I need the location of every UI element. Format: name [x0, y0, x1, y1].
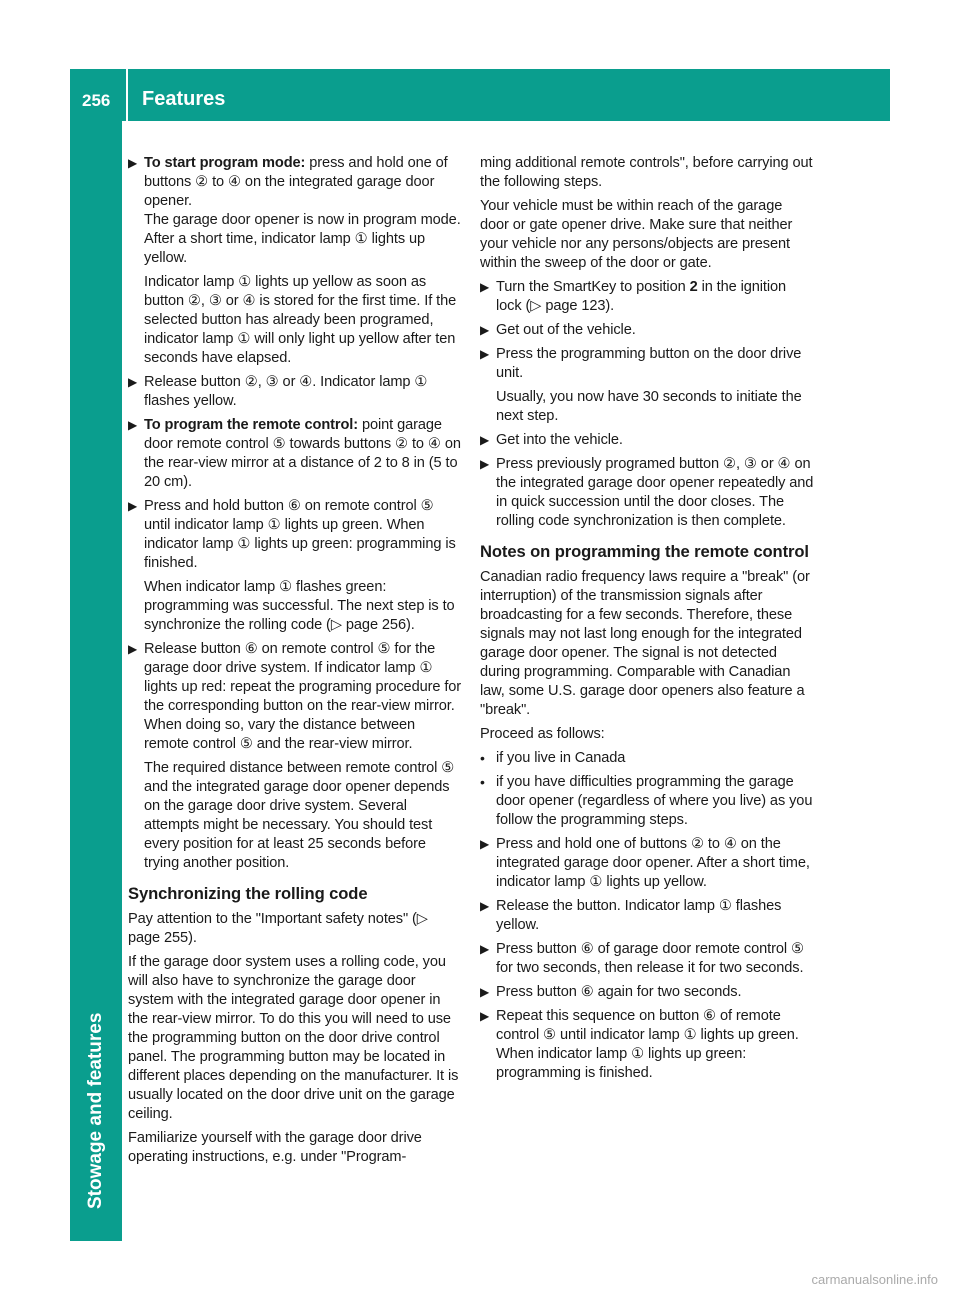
paragraph: Proceed as follows:	[480, 726, 605, 742]
section-heading: Synchronizing the rolling code	[128, 884, 368, 903]
arrow-marker-icon: ▶	[480, 280, 490, 294]
step-text: Press and hold one of buttons ② to ④ on the integrated garage door opener. After a short time, indicator lamp ① lights up yellow.	[496, 836, 810, 890]
right-column	[480, 154, 814, 1088]
step-text: Press and hold button ⑥ on remote control ⑤ until indicator lamp ① lights up green. When indicator lamp ① lights up green: programming is finished.	[144, 498, 456, 571]
step-item	[480, 897, 814, 935]
arrow-marker-icon: ▶	[480, 942, 490, 956]
arrow-marker-icon: ▶	[480, 323, 490, 337]
step-text: Repeat this sequence on button ⑥ of remote control ⑤ until indicator lamp ① lights up green. When indicator lamp ① lights up green: programming is finished.	[496, 1008, 799, 1081]
paragraph: Familiarize yourself with the garage door drive operating instructions, e.g. under "Program-	[128, 1130, 422, 1165]
page-number: 256	[82, 91, 111, 110]
step-item	[128, 154, 462, 268]
step-bold-label: To program the remote control:	[144, 417, 359, 433]
step-text: Release the button. Indicator lamp ① flashes yellow.	[496, 898, 782, 933]
step-text: Press button ⑥ again for two seconds.	[496, 984, 742, 1000]
step-text: press and hold one of buttons ② to ④ on the integrated garage door opener.	[144, 155, 448, 209]
step-text: Release button ⑥ on remote control ⑤ for the garage door drive system. If indicator lamp ① lights up red: repeat the programing procedure for the corresponding button on the rear-view mirror. When doing so, vary the distance between remote control ⑤ and the rear-view mirror.	[144, 641, 462, 752]
arrow-marker-icon: ▶	[128, 642, 138, 656]
section-heading: Notes on programming the remote control	[480, 542, 809, 561]
step-text: Get into the vehicle.	[496, 432, 623, 448]
step-item	[480, 455, 814, 531]
paragraph: Your vehicle must be within reach of the garage door or gate opener drive. Make sure that neither your vehicle nor any persons/objects are present within the sweep of the door or gate.	[480, 198, 793, 271]
watermark[interactable]: carmanualsonline.info	[811, 1272, 938, 1287]
step-item	[480, 345, 814, 383]
step-item	[128, 416, 462, 492]
arrow-marker-icon: ▶	[480, 1009, 490, 1023]
paragraph: Canadian radio frequency laws require a "break" (or interruption) of the transmission signals after broadcasting for a few seconds. Therefore, these signals may not last long enough for the integrated garage door opener. The signal is not detected during programming. Comparable with Canadian law, some U.S. garage door openers also feature a "break".	[480, 569, 810, 718]
bullet-text: if you live in Canada	[496, 750, 626, 766]
arrow-marker-icon: ▶	[128, 156, 138, 170]
left-column	[128, 154, 462, 1172]
step-item	[480, 940, 814, 978]
step-bold-label: To start program mode:	[144, 155, 306, 171]
arrow-marker-icon: ▶	[480, 837, 490, 851]
paragraph: ming additional remote controls", before carrying out the following steps.	[480, 155, 813, 190]
step-item	[480, 1007, 814, 1083]
bullet-item	[480, 773, 814, 830]
position-value: 2	[689, 279, 698, 295]
arrow-marker-icon: ▶	[128, 375, 138, 389]
bullet-marker-icon: •	[480, 750, 485, 766]
step-text: Press button ⑥ of garage door remote control ⑤ for two seconds, then release it for two seconds.	[496, 941, 804, 976]
step-note: Usually, you now have 30 seconds to initiate the next step.	[496, 389, 802, 424]
step-item	[128, 640, 462, 754]
step-item	[128, 373, 462, 411]
arrow-marker-icon: ▶	[480, 347, 490, 361]
step-text: The garage door opener is now in program mode. After a short time, indicator lamp ① lights up yellow.	[144, 212, 461, 266]
arrow-marker-icon: ▶	[128, 418, 138, 432]
step-item	[128, 497, 462, 573]
step-item	[480, 278, 814, 316]
section-title: Features	[142, 88, 226, 110]
step-text: in the ignition lock (▷ page 123).	[496, 279, 787, 314]
step-item	[480, 321, 814, 340]
step-item	[480, 431, 814, 450]
step-note: When indicator lamp ① flashes green: programming was successful. The next step is to synchronize the rolling code (▷ page 256).	[144, 579, 455, 633]
step-text: Press previously programed button ②, ③ or ④ on the integrated garage door opener repeatedly and in quick succession until the door closes. The rolling code synchronization is then complete.	[496, 456, 814, 529]
bullet-item	[480, 749, 814, 768]
header-divider	[126, 69, 128, 121]
arrow-marker-icon: ▶	[480, 457, 490, 471]
step-text: Press the programming button on the door drive unit.	[496, 346, 802, 381]
bullet-marker-icon: •	[480, 774, 485, 790]
chapter-label: Stowage and features	[85, 1012, 106, 1209]
arrow-marker-icon: ▶	[480, 433, 490, 447]
arrow-marker-icon: ▶	[128, 499, 138, 513]
chapter-sidebar	[70, 121, 122, 1241]
step-text: Turn the SmartKey to position	[496, 279, 690, 295]
step-text: Release button ②, ③ or ④. Indicator lamp ① flashes yellow.	[144, 374, 428, 409]
step-item	[480, 983, 814, 1002]
step-note: Indicator lamp ① lights up yellow as soon as button ②, ③ or ④ is stored for the first time. If the selected button has already been programed, indicator lamp ① will only light up yellow after ten seconds have elapsed.	[144, 274, 457, 366]
bullet-text: if you have difficulties programming the garage door opener (regardless of where you live) as you follow the programming steps.	[496, 774, 813, 828]
paragraph: Pay attention to the "Important safety notes" (▷ page 255).	[128, 911, 428, 946]
step-text: point garage door remote control ⑤ towards buttons ② to ④ on the rear-view mirror at a distance of 2 to 8 in (5 to 20 cm).	[144, 417, 461, 490]
arrow-marker-icon: ▶	[480, 985, 490, 999]
paragraph: If the garage door system uses a rolling code, you will also have to synchronize the garage door system with the integrated garage door opener in the rear-view mirror. To do this you will need to use the programming button on the door drive control panel. The programming button may be located in different places depending on the manufacturer. It is usually located on the door drive unit on the garage ceiling.	[128, 954, 459, 1122]
page-header	[70, 69, 890, 121]
step-item	[480, 835, 814, 892]
step-note: The required distance between remote control ⑤ and the integrated garage door opener depends on the garage door drive system. Several attempts might be necessary. You should test every position for at least 25 seconds before trying another position.	[144, 760, 455, 871]
arrow-marker-icon: ▶	[480, 899, 490, 913]
step-text: Get out of the vehicle.	[496, 322, 636, 338]
